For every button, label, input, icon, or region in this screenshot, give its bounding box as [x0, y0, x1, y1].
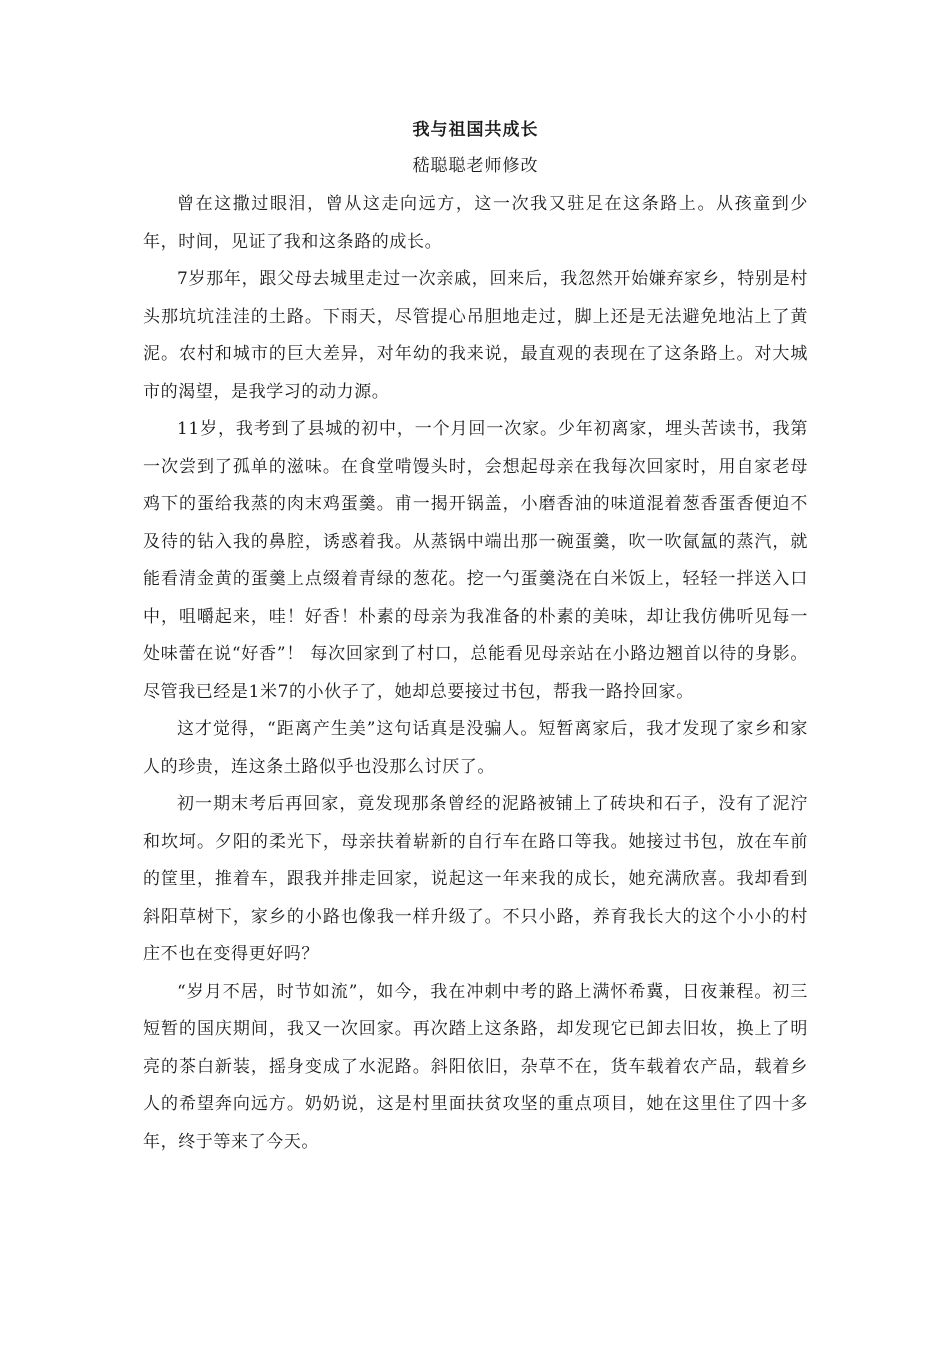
paragraph-4: 这才觉得，“距离产生美”这句话真是没骗人。短暂离家后，我才发现了家乡和家人的珍贵，连这条土路似乎也没那么讨厌了。	[143, 719, 808, 777]
paragraph-2: 7岁那年，跟父母去城里走过一次亲戚，回来后，我忽然开始嫌弃家乡，特别是村头那坑坑洼洼的土路。下雨天，尽管提心吊胆地走过，脚上还是无法避免地沾上了黄泥。农村和城市的巨大差异，对年幼的我来说，最直观的表现在了这条路上。对大城市的渴望，是我学习的动力源。	[143, 269, 808, 402]
document-title: 我与祖国共成长	[412, 120, 539, 140]
paragraph-1: 曾在这撒过眼泪，曾从这走向远方，这一次我又驻足在这条路上。从孩童到少年，时间，见证了我和这条路的成长。	[143, 194, 808, 252]
paragraph-5: 初一期末考后再回家，竟发现那条曾经的泥路被铺上了砖块和石子，没有了泥泞和坎坷。夕阳的柔光下，母亲扶着崭新的自行车在路口等我。她接过书包，放在车前的筐里，推着车，跟我并排走回家，说起这一年来我的成长，她充满欣喜。我却看到斜阳草树下，家乡的小路也像我一样升级了。不只小路，养育我长大的这个小小的村庄不也在变得更好吗？	[143, 794, 808, 964]
paragraph-6: “岁月不居，时节如流”，如今，我在冲刺中考的路上满怀希冀，日夜兼程。初三短暂的国庆期间，我又一次回家。再次踏上这条路，却发现它已卸去旧妆，换上了明亮的茶白新装，摇身变成了水泥路。斜阳依旧，杂草不在，货车载着农产品，载着乡人的希望奔向远方。奶奶说，这是村里面扶贫攻坚的重点项目，她在这里住了四十多年，终于等来了今天。	[143, 981, 808, 1152]
paragraph-3: 11岁，我考到了县城的初中，一个月回一次家。少年初离家，埋头苦读书，我第一次尝到了孤单的滋味。在食堂啃馒头时，会想起母亲在我每次回家时，用自家老母鸡下的蛋给我蒸的肉末鸡蛋羹。甫一揭开锅盖，小磨香油的味道混着葱香蛋香便迫不及待的钻入我的鼻腔，诱惑着我。从蒸锅中端出那一碗蛋羹，吹一吹氤氲的蒸汽，就能看清金黄的蛋羹上点缀着青绿的葱花。挖一勺蛋羹浇在白米饭上，轻轻一拌送入口中，咀嚼起来，哇！好香！朴素的母亲为我准备的朴素的美味，却让我仿佛听见每一处味蕾在说“好香”！ 每次回家到了村口，总能看见母亲站在小路边翘首以待的身影。尽管我已经是1米7的小伙子了，她却总要接过书包，帮我一路拎回家。	[143, 419, 808, 702]
document-subtitle: 嵇聪聪老师修改	[412, 156, 539, 176]
document-body	[143, 112, 808, 1161]
